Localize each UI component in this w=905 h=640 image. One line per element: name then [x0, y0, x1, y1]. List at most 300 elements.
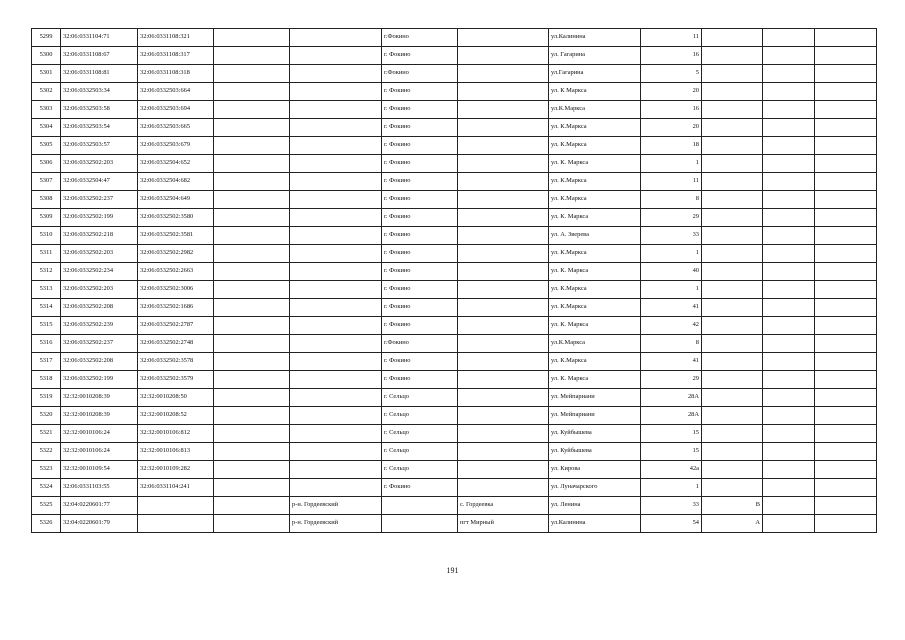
- city-cell: г. Фокино: [382, 191, 458, 209]
- cadastral-number-cell: 32:06:0332502:237: [61, 335, 138, 353]
- object-number-cell: 32:06:0332502:3579: [138, 371, 214, 389]
- table-row: [32, 371, 877, 389]
- table-row: [32, 461, 877, 479]
- building-letter-cell: [702, 245, 763, 263]
- object-number-cell: 32:06:0332502:3580: [138, 209, 214, 227]
- street-cell: ул. К. Маркса: [549, 155, 641, 173]
- cadastral-number-cell: 32:32:0010208:39: [61, 407, 138, 425]
- city-cell: г. Фокино: [382, 137, 458, 155]
- row-number-cell: 5326: [32, 515, 61, 533]
- table-row: [32, 317, 877, 335]
- street-cell: ул. Куйбышева: [549, 443, 641, 461]
- building-letter-cell: [702, 389, 763, 407]
- city-cell: г.Фокино: [382, 29, 458, 47]
- object-number-cell: 32:06:0332502:2663: [138, 263, 214, 281]
- street-cell: ул.К.Маркса: [549, 335, 641, 353]
- col-4-cell: [214, 263, 290, 281]
- object-number-cell: 32:06:0332503:694: [138, 101, 214, 119]
- col-4-cell: [214, 479, 290, 497]
- building-letter-cell: [702, 101, 763, 119]
- table-row: [32, 173, 877, 191]
- col-11-cell: [763, 317, 815, 335]
- col-12-cell: [815, 389, 877, 407]
- city-cell: г. Фокино: [382, 173, 458, 191]
- row-number-cell: 5306: [32, 155, 61, 173]
- district-cell: р-н. Гордеевский: [290, 497, 382, 515]
- house-number-cell: 18: [641, 137, 702, 155]
- district-cell: [290, 353, 382, 371]
- street-cell: ул. К. Маркса: [549, 209, 641, 227]
- col-12-cell: [815, 461, 877, 479]
- col-11-cell: [763, 263, 815, 281]
- row-number-cell: 5315: [32, 317, 61, 335]
- col-11-cell: [763, 137, 815, 155]
- building-letter-cell: [702, 263, 763, 281]
- building-letter-cell: [702, 425, 763, 443]
- row-number-cell: 5314: [32, 299, 61, 317]
- row-number-cell: 5319: [32, 389, 61, 407]
- district-cell: [290, 263, 382, 281]
- settlement-cell: [458, 353, 549, 371]
- house-number-cell: 16: [641, 101, 702, 119]
- settlement-cell: [458, 263, 549, 281]
- object-number-cell: 32:06:0331104:241: [138, 479, 214, 497]
- col-12-cell: [815, 65, 877, 83]
- district-cell: [290, 65, 382, 83]
- table-row: [32, 119, 877, 137]
- street-cell: ул. К.Маркса: [549, 353, 641, 371]
- cadastral-number-cell: 32:06:0331104:71: [61, 29, 138, 47]
- col-12-cell: [815, 191, 877, 209]
- house-number-cell: 33: [641, 497, 702, 515]
- row-number-cell: 5300: [32, 47, 61, 65]
- street-cell: ул.Калинина: [549, 515, 641, 533]
- city-cell: г. Сельцо: [382, 461, 458, 479]
- building-letter-cell: [702, 317, 763, 335]
- building-letter-cell: [702, 281, 763, 299]
- city-cell: [382, 515, 458, 533]
- cadastral-number-cell: 32:06:0332502:218: [61, 227, 138, 245]
- district-cell: [290, 443, 382, 461]
- city-cell: г. Фокино: [382, 155, 458, 173]
- settlement-cell: [458, 191, 549, 209]
- col-4-cell: [214, 335, 290, 353]
- col-4-cell: [214, 317, 290, 335]
- settlement-cell: пгт Мирный: [458, 515, 549, 533]
- cadastral-number-cell: 32:06:0331108:67: [61, 47, 138, 65]
- row-number-cell: 5322: [32, 443, 61, 461]
- cadastral-number-cell: 32:32:0010109:54: [61, 461, 138, 479]
- house-number-cell: 1: [641, 245, 702, 263]
- house-number-cell: 29: [641, 209, 702, 227]
- street-cell: ул. Гагарина: [549, 47, 641, 65]
- street-cell: ул. К. Маркса: [549, 371, 641, 389]
- district-cell: [290, 173, 382, 191]
- cadastral-number-cell: 32:06:0332502:203: [61, 245, 138, 263]
- city-cell: г. Фокино: [382, 317, 458, 335]
- table-row: [32, 155, 877, 173]
- street-cell: ул. К.Маркса: [549, 119, 641, 137]
- col-4-cell: [214, 353, 290, 371]
- settlement-cell: [458, 443, 549, 461]
- building-letter-cell: [702, 29, 763, 47]
- object-number-cell: 32:06:0332503:664: [138, 83, 214, 101]
- street-cell: ул. К.Маркса: [549, 191, 641, 209]
- col-11-cell: [763, 47, 815, 65]
- row-number-cell: 5305: [32, 137, 61, 155]
- district-cell: [290, 209, 382, 227]
- cadastral-number-cell: 32:06:0332503:54: [61, 119, 138, 137]
- house-number-cell: 41: [641, 353, 702, 371]
- cadastral-number-cell: 32:32:0010106:24: [61, 425, 138, 443]
- col-11-cell: [763, 461, 815, 479]
- table-row: [32, 299, 877, 317]
- col-11-cell: [763, 209, 815, 227]
- col-11-cell: [763, 83, 815, 101]
- table-row: [32, 263, 877, 281]
- city-cell: г. Фокино: [382, 245, 458, 263]
- cadastral-number-cell: 32:06:0332502:208: [61, 299, 138, 317]
- building-letter-cell: [702, 227, 763, 245]
- cadastral-number-cell: 32:06:0332502:199: [61, 209, 138, 227]
- district-cell: [290, 335, 382, 353]
- street-cell: ул. Куйбышева: [549, 425, 641, 443]
- object-number-cell: 32:32:0010208:52: [138, 407, 214, 425]
- col-11-cell: [763, 173, 815, 191]
- district-cell: [290, 245, 382, 263]
- city-cell: г. Фокино: [382, 299, 458, 317]
- city-cell: г. Фокино: [382, 209, 458, 227]
- house-number-cell: 42а: [641, 461, 702, 479]
- object-number-cell: 32:06:0332502:3006: [138, 281, 214, 299]
- building-letter-cell: [702, 191, 763, 209]
- street-cell: ул. Мейпариани: [549, 389, 641, 407]
- object-number-cell: 32:06:0332502:3581: [138, 227, 214, 245]
- district-cell: [290, 155, 382, 173]
- col-12-cell: [815, 335, 877, 353]
- col-12-cell: [815, 101, 877, 119]
- house-number-cell: 20: [641, 119, 702, 137]
- house-number-cell: 5: [641, 65, 702, 83]
- object-number-cell: 32:06:0332502:3578: [138, 353, 214, 371]
- building-letter-cell: [702, 155, 763, 173]
- col-12-cell: [815, 119, 877, 137]
- district-cell: [290, 317, 382, 335]
- cadastral-number-cell: 32:06:0332502:203: [61, 281, 138, 299]
- table-row: [32, 443, 877, 461]
- city-cell: г.Фокино: [382, 335, 458, 353]
- settlement-cell: [458, 29, 549, 47]
- cadastral-number-cell: 32:06:0332503:57: [61, 137, 138, 155]
- house-number-cell: 41: [641, 299, 702, 317]
- col-12-cell: [815, 209, 877, 227]
- cadastral-number-cell: 32:06:0332503:58: [61, 101, 138, 119]
- district-cell: [290, 119, 382, 137]
- district-cell: [290, 461, 382, 479]
- street-cell: ул. К.Маркса: [549, 299, 641, 317]
- table-row: [32, 407, 877, 425]
- col-12-cell: [815, 47, 877, 65]
- settlement-cell: с. Гордеевка: [458, 497, 549, 515]
- district-cell: р-н. Гордеевский: [290, 515, 382, 533]
- settlement-cell: [458, 227, 549, 245]
- street-cell: ул.Гагарина: [549, 65, 641, 83]
- district-cell: [290, 389, 382, 407]
- row-number-cell: 5325: [32, 497, 61, 515]
- col-12-cell: [815, 443, 877, 461]
- table-row: [32, 65, 877, 83]
- col-11-cell: [763, 389, 815, 407]
- building-letter-cell: [702, 479, 763, 497]
- settlement-cell: [458, 101, 549, 119]
- house-number-cell: 8: [641, 191, 702, 209]
- city-cell: г. Фокино: [382, 479, 458, 497]
- col-12-cell: [815, 83, 877, 101]
- settlement-cell: [458, 407, 549, 425]
- building-letter-cell: [702, 443, 763, 461]
- city-cell: г. Фокино: [382, 119, 458, 137]
- page-number: 191: [446, 566, 459, 575]
- object-number-cell: 32:32:0010109:282: [138, 461, 214, 479]
- street-cell: ул.К.Маркса: [549, 101, 641, 119]
- street-cell: ул. Кирова: [549, 461, 641, 479]
- building-letter-cell: В: [702, 497, 763, 515]
- settlement-cell: [458, 209, 549, 227]
- cadastral-number-cell: 32:06:0332502:203: [61, 155, 138, 173]
- col-11-cell: [763, 29, 815, 47]
- settlement-cell: [458, 65, 549, 83]
- col-4-cell: [214, 281, 290, 299]
- table-row: [32, 83, 877, 101]
- city-cell: г. Фокино: [382, 227, 458, 245]
- table-body: [32, 29, 877, 533]
- building-letter-cell: [702, 83, 763, 101]
- col-11-cell: [763, 101, 815, 119]
- row-number-cell: 5302: [32, 83, 61, 101]
- house-number-cell: 28А: [641, 407, 702, 425]
- cadastral-number-cell: 32:06:0331103:55: [61, 479, 138, 497]
- district-cell: [290, 425, 382, 443]
- district-cell: [290, 371, 382, 389]
- col-4-cell: [214, 515, 290, 533]
- cadastral-number-cell: 32:32:0010106:24: [61, 443, 138, 461]
- object-number-cell: 32:06:0332502:2787: [138, 317, 214, 335]
- house-number-cell: 11: [641, 173, 702, 191]
- street-cell: ул.Калинина: [549, 29, 641, 47]
- object-number-cell: 32:32:0010208:50: [138, 389, 214, 407]
- col-11-cell: [763, 335, 815, 353]
- house-number-cell: 15: [641, 443, 702, 461]
- col-12-cell: [815, 245, 877, 263]
- table-row: [32, 515, 877, 533]
- object-number-cell: 32:06:0332503:679: [138, 137, 214, 155]
- district-cell: [290, 29, 382, 47]
- district-cell: [290, 227, 382, 245]
- row-number-cell: 5309: [32, 209, 61, 227]
- col-4-cell: [214, 371, 290, 389]
- object-number-cell: 32:06:0332503:665: [138, 119, 214, 137]
- settlement-cell: [458, 245, 549, 263]
- col-12-cell: [815, 173, 877, 191]
- col-11-cell: [763, 479, 815, 497]
- street-cell: ул. К.Маркса: [549, 245, 641, 263]
- col-12-cell: [815, 317, 877, 335]
- row-number-cell: 5301: [32, 65, 61, 83]
- street-cell: ул. К.Маркса: [549, 137, 641, 155]
- col-11-cell: [763, 443, 815, 461]
- row-number-cell: 5299: [32, 29, 61, 47]
- col-12-cell: [815, 371, 877, 389]
- object-number-cell: 32:06:0332504:649: [138, 191, 214, 209]
- table-row: [32, 245, 877, 263]
- house-number-cell: 20: [641, 83, 702, 101]
- col-4-cell: [214, 65, 290, 83]
- district-cell: [290, 47, 382, 65]
- row-number-cell: 5318: [32, 371, 61, 389]
- cadastral-number-cell: 32:06:0332503:34: [61, 83, 138, 101]
- row-number-cell: 5316: [32, 335, 61, 353]
- cadastral-number-cell: 32:06:0332502:234: [61, 263, 138, 281]
- city-cell: г. Сельцо: [382, 443, 458, 461]
- table-row: [32, 479, 877, 497]
- table-row: [32, 29, 877, 47]
- row-number-cell: 5313: [32, 281, 61, 299]
- col-4-cell: [214, 173, 290, 191]
- city-cell: г. Сельцо: [382, 389, 458, 407]
- city-cell: [382, 497, 458, 515]
- col-11-cell: [763, 155, 815, 173]
- object-number-cell: 32:06:0331108:321: [138, 29, 214, 47]
- building-letter-cell: [702, 335, 763, 353]
- col-4-cell: [214, 443, 290, 461]
- house-number-cell: 11: [641, 29, 702, 47]
- city-cell: г. Фокино: [382, 47, 458, 65]
- col-12-cell: [815, 425, 877, 443]
- settlement-cell: [458, 335, 549, 353]
- settlement-cell: [458, 479, 549, 497]
- cadastral-number-cell: 32:06:0332504:47: [61, 173, 138, 191]
- city-cell: г. Фокино: [382, 83, 458, 101]
- row-number-cell: 5323: [32, 461, 61, 479]
- house-number-cell: 42: [641, 317, 702, 335]
- district-cell: [290, 191, 382, 209]
- settlement-cell: [458, 389, 549, 407]
- district-cell: [290, 83, 382, 101]
- house-number-cell: 33: [641, 227, 702, 245]
- street-cell: ул. А. Зверева: [549, 227, 641, 245]
- settlement-cell: [458, 47, 549, 65]
- col-4-cell: [214, 299, 290, 317]
- col-11-cell: [763, 371, 815, 389]
- col-4-cell: [214, 101, 290, 119]
- col-4-cell: [214, 389, 290, 407]
- settlement-cell: [458, 83, 549, 101]
- city-cell: г. Сельцо: [382, 407, 458, 425]
- object-number-cell: 32:06:0331108:317: [138, 47, 214, 65]
- district-cell: [290, 479, 382, 497]
- table-row: [32, 281, 877, 299]
- cadastral-number-cell: 32:04:0220601:79: [61, 515, 138, 533]
- row-number-cell: 5321: [32, 425, 61, 443]
- building-letter-cell: [702, 173, 763, 191]
- col-4-cell: [214, 191, 290, 209]
- house-number-cell: 54: [641, 515, 702, 533]
- col-4-cell: [214, 83, 290, 101]
- col-12-cell: [815, 515, 877, 533]
- col-11-cell: [763, 245, 815, 263]
- col-12-cell: [815, 29, 877, 47]
- street-cell: ул. К. Маркса: [549, 317, 641, 335]
- building-letter-cell: [702, 407, 763, 425]
- building-letter-cell: [702, 119, 763, 137]
- cadastral-number-cell: 32:06:0331108:81: [61, 65, 138, 83]
- col-11-cell: [763, 191, 815, 209]
- building-letter-cell: [702, 371, 763, 389]
- city-cell: г. Фокино: [382, 263, 458, 281]
- settlement-cell: [458, 299, 549, 317]
- cadastral-number-cell: 32:06:0332502:199: [61, 371, 138, 389]
- house-number-cell: 40: [641, 263, 702, 281]
- col-4-cell: [214, 245, 290, 263]
- row-number-cell: 5311: [32, 245, 61, 263]
- col-12-cell: [815, 155, 877, 173]
- col-12-cell: [815, 227, 877, 245]
- building-letter-cell: [702, 461, 763, 479]
- row-number-cell: 5308: [32, 191, 61, 209]
- col-12-cell: [815, 479, 877, 497]
- table-row: [32, 335, 877, 353]
- object-number-cell: 32:06:0332504:652: [138, 155, 214, 173]
- col-4-cell: [214, 47, 290, 65]
- cadastral-number-cell: 32:04:0220601:77: [61, 497, 138, 515]
- district-cell: [290, 299, 382, 317]
- street-cell: ул. Луначарского: [549, 479, 641, 497]
- col-4-cell: [214, 407, 290, 425]
- object-number-cell: 32:32:0010106:813: [138, 443, 214, 461]
- register-table: [31, 28, 877, 533]
- col-11-cell: [763, 281, 815, 299]
- row-number-cell: 5324: [32, 479, 61, 497]
- col-4-cell: [214, 497, 290, 515]
- settlement-cell: [458, 155, 549, 173]
- street-cell: ул. К.Маркса: [549, 173, 641, 191]
- object-number-cell: 32:06:0332502:2748: [138, 335, 214, 353]
- house-number-cell: 28А: [641, 389, 702, 407]
- object-number-cell: [138, 515, 214, 533]
- col-11-cell: [763, 497, 815, 515]
- building-letter-cell: [702, 209, 763, 227]
- row-number-cell: 5317: [32, 353, 61, 371]
- col-12-cell: [815, 281, 877, 299]
- building-letter-cell: [702, 353, 763, 371]
- building-letter-cell: [702, 299, 763, 317]
- col-12-cell: [815, 137, 877, 155]
- col-12-cell: [815, 263, 877, 281]
- row-number-cell: 5303: [32, 101, 61, 119]
- settlement-cell: [458, 461, 549, 479]
- city-cell: г. Сельцо: [382, 425, 458, 443]
- object-number-cell: 32:06:0332502:2982: [138, 245, 214, 263]
- col-4-cell: [214, 137, 290, 155]
- settlement-cell: [458, 137, 549, 155]
- table-row: [32, 353, 877, 371]
- house-number-cell: 8: [641, 335, 702, 353]
- col-11-cell: [763, 425, 815, 443]
- object-number-cell: 32:06:0331108:318: [138, 65, 214, 83]
- col-11-cell: [763, 353, 815, 371]
- row-number-cell: 5304: [32, 119, 61, 137]
- district-cell: [290, 407, 382, 425]
